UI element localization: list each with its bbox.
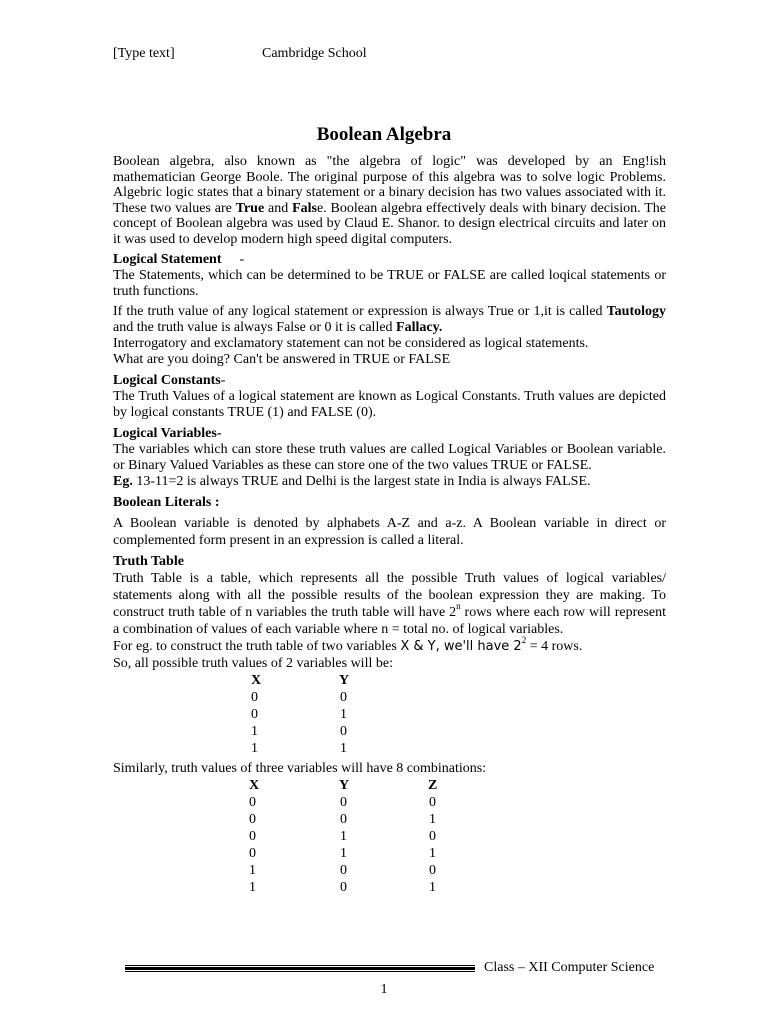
table-row [113, 845, 666, 862]
table2-cell: 0 [251, 707, 258, 722]
logical-constants-p1: The Truth Values of a logical statement are known as Logical Constants. Truth values are depicted by logical constants TRUE (1) and FALSE (0). [113, 389, 666, 420]
table3-header-z: Z [428, 778, 438, 793]
table3-cell: 0 [429, 829, 436, 844]
table2-cell: 1 [340, 741, 347, 756]
table2-cell: 1 [340, 707, 347, 722]
table-row [113, 794, 666, 811]
truth-table-p1-sup: n [456, 601, 461, 612]
truth-table-p2-vars: X & Y, we'll have 2 [400, 639, 522, 654]
document-body [113, 154, 666, 896]
table2-cell: 1 [251, 741, 258, 756]
table3-header-y: Y [339, 778, 350, 793]
table3-cell: 0 [249, 846, 256, 861]
table3-header-x: X [249, 778, 260, 793]
intro-text-b: and [264, 200, 293, 216]
header-placeholder-text: [Type text] [113, 46, 175, 61]
logical-constants-heading-text: Logical Constants [113, 373, 221, 388]
three-variable-truth-table [113, 777, 666, 896]
table-row [113, 689, 666, 706]
table3-cell: 1 [429, 880, 436, 895]
logical-variables-p1: The variables which can store these truth values are called Logical Variables or Boolean variable. or Binary Valued Variables as these can store one of the two values TRUE or FALSE. [113, 442, 666, 473]
table3-cell: 0 [340, 863, 347, 878]
boolean-literals-p1: A Boolean variable is denoted by alphabets A-Z and a-z. A Boolean variable in direct or complemented form present in an expression is called a literal. [113, 516, 666, 548]
intro-text-a: Boolean algebra, also known as "the algebra of logic" was developed by an Eng!ish mathematician George Boole. The original purpose of this algebra was to solve logic Problems. Algebric logic states that a binary statement or a binary decision has two values associated with it. These two values are [113, 154, 666, 216]
page-title: Boolean Algebra [316, 124, 452, 145]
table3-cell: 1 [249, 863, 256, 878]
logical-statement-dash: - [239, 252, 245, 267]
table-row [113, 811, 666, 828]
table-row [113, 723, 666, 740]
table3-cell: 1 [429, 846, 436, 861]
logical-statement-heading [113, 252, 666, 268]
example-text: 13-11=2 is always TRUE and Delhi is the largest state in India is always FALSE. [132, 474, 591, 489]
table3-cell: 0 [249, 795, 256, 810]
logical-variables-example [113, 474, 666, 490]
table-row [113, 862, 666, 879]
boolean-literals-heading: Boolean Literals : [113, 495, 220, 510]
truth-table-p1 [113, 570, 666, 638]
two-variable-truth-table [113, 672, 666, 757]
logical-statement-p1: The Statements, which can be determined to be TRUE or FALSE are called loqical statements or truth functions. [113, 268, 666, 299]
footer-rule-thick [125, 967, 475, 970]
logical-statement-p2-b: and the truth value is always False or 0 it is called [113, 320, 397, 335]
table3-cell: 1 [340, 846, 347, 861]
intro-paragraph [113, 154, 666, 247]
table3-cell: 1 [249, 880, 256, 895]
truth-table-p2-b: = 4 rows. [526, 639, 583, 654]
logical-constants-dash: - [220, 373, 226, 388]
intro-bold-true: True [235, 200, 265, 216]
table-row [113, 740, 666, 757]
table2-cell: 1 [251, 724, 258, 739]
intro-bold-false: Fals [292, 200, 317, 216]
logical-statement-p2 [113, 304, 666, 336]
logical-statement-p4: What are you doing? Can't be answered in TRUE or FALSE [113, 352, 451, 367]
truth-table-p1-b: rows where each row will represent a combination of values of each variable where n = total no. of logical variables. [113, 605, 666, 637]
table3-cell: 1 [340, 829, 347, 844]
logical-variables-heading: Logical Variables- [113, 426, 222, 441]
table-row [113, 879, 666, 896]
truth-table-p1-a: Truth Table is a table, which represents all the possible Truth values of logical variables/ statements along with all the possible results of the boolean expression they are making. To construct truth table of n variables the truth table will have 2 [113, 571, 666, 620]
logical-statement-heading-text: Logical Statement [113, 252, 222, 267]
table3-cell: 0 [249, 812, 256, 827]
table3-header-row [113, 777, 666, 794]
table2-cell: 0 [340, 690, 347, 705]
table-row [113, 706, 666, 723]
example-label: Eg. [113, 474, 133, 489]
fallacy-term: Fallacy. [396, 320, 443, 335]
table2-cell: 0 [251, 690, 258, 705]
table3-cell: 1 [429, 812, 436, 827]
table2-header-x: X [251, 673, 262, 688]
table3-cell: 0 [340, 795, 347, 810]
truth-table-p2 [113, 635, 666, 655]
footer-class-label: Class – XII Computer Science [484, 960, 655, 975]
table3-cell: 0 [249, 829, 256, 844]
table2-cell: 0 [340, 724, 347, 739]
table-row [113, 828, 666, 845]
header-school-name: Cambridge School [262, 46, 367, 61]
table3-cell: 0 [340, 812, 347, 827]
table2-header-y: Y [339, 673, 350, 688]
logical-statement-p3: Interrogatory and exclamatory statement can not be considered as logical statements. [113, 336, 589, 351]
table3-cell: 0 [340, 880, 347, 895]
page-number: 1 [380, 982, 388, 997]
tautology-term: Tautology [606, 304, 666, 319]
table2-header-row [113, 672, 666, 689]
truth-table-p3: So, all possible truth values of 2 variables will be: [113, 656, 393, 671]
logical-constants-heading [113, 373, 666, 389]
truth-table-heading: Truth Table [113, 554, 184, 569]
intro-text-c: e. Boolean algebra effectively deals with binary decision. The concept of Boolean algebra was used by Claud E. Shanor. to design electrical circuits and later on it was used to develop modern high speed digital computers. [113, 200, 666, 247]
footer-rule-thin-top [125, 965, 475, 966]
truth-table-p4: Similarly, truth values of three variables will have 8 combinations: [113, 761, 487, 776]
logical-statement-p2-a: If the truth value of any logical statement or expression is always True or 1,it is called [113, 304, 607, 319]
truth-table-p2-a: For eg. to construct the truth table of two variables [113, 639, 401, 654]
table3-cell: 0 [429, 863, 436, 878]
table3-cell: 0 [429, 795, 436, 810]
truth-table-p2-sup: 2 [521, 635, 527, 646]
footer-rule [125, 965, 475, 972]
footer-rule-thin-bottom [125, 971, 475, 972]
